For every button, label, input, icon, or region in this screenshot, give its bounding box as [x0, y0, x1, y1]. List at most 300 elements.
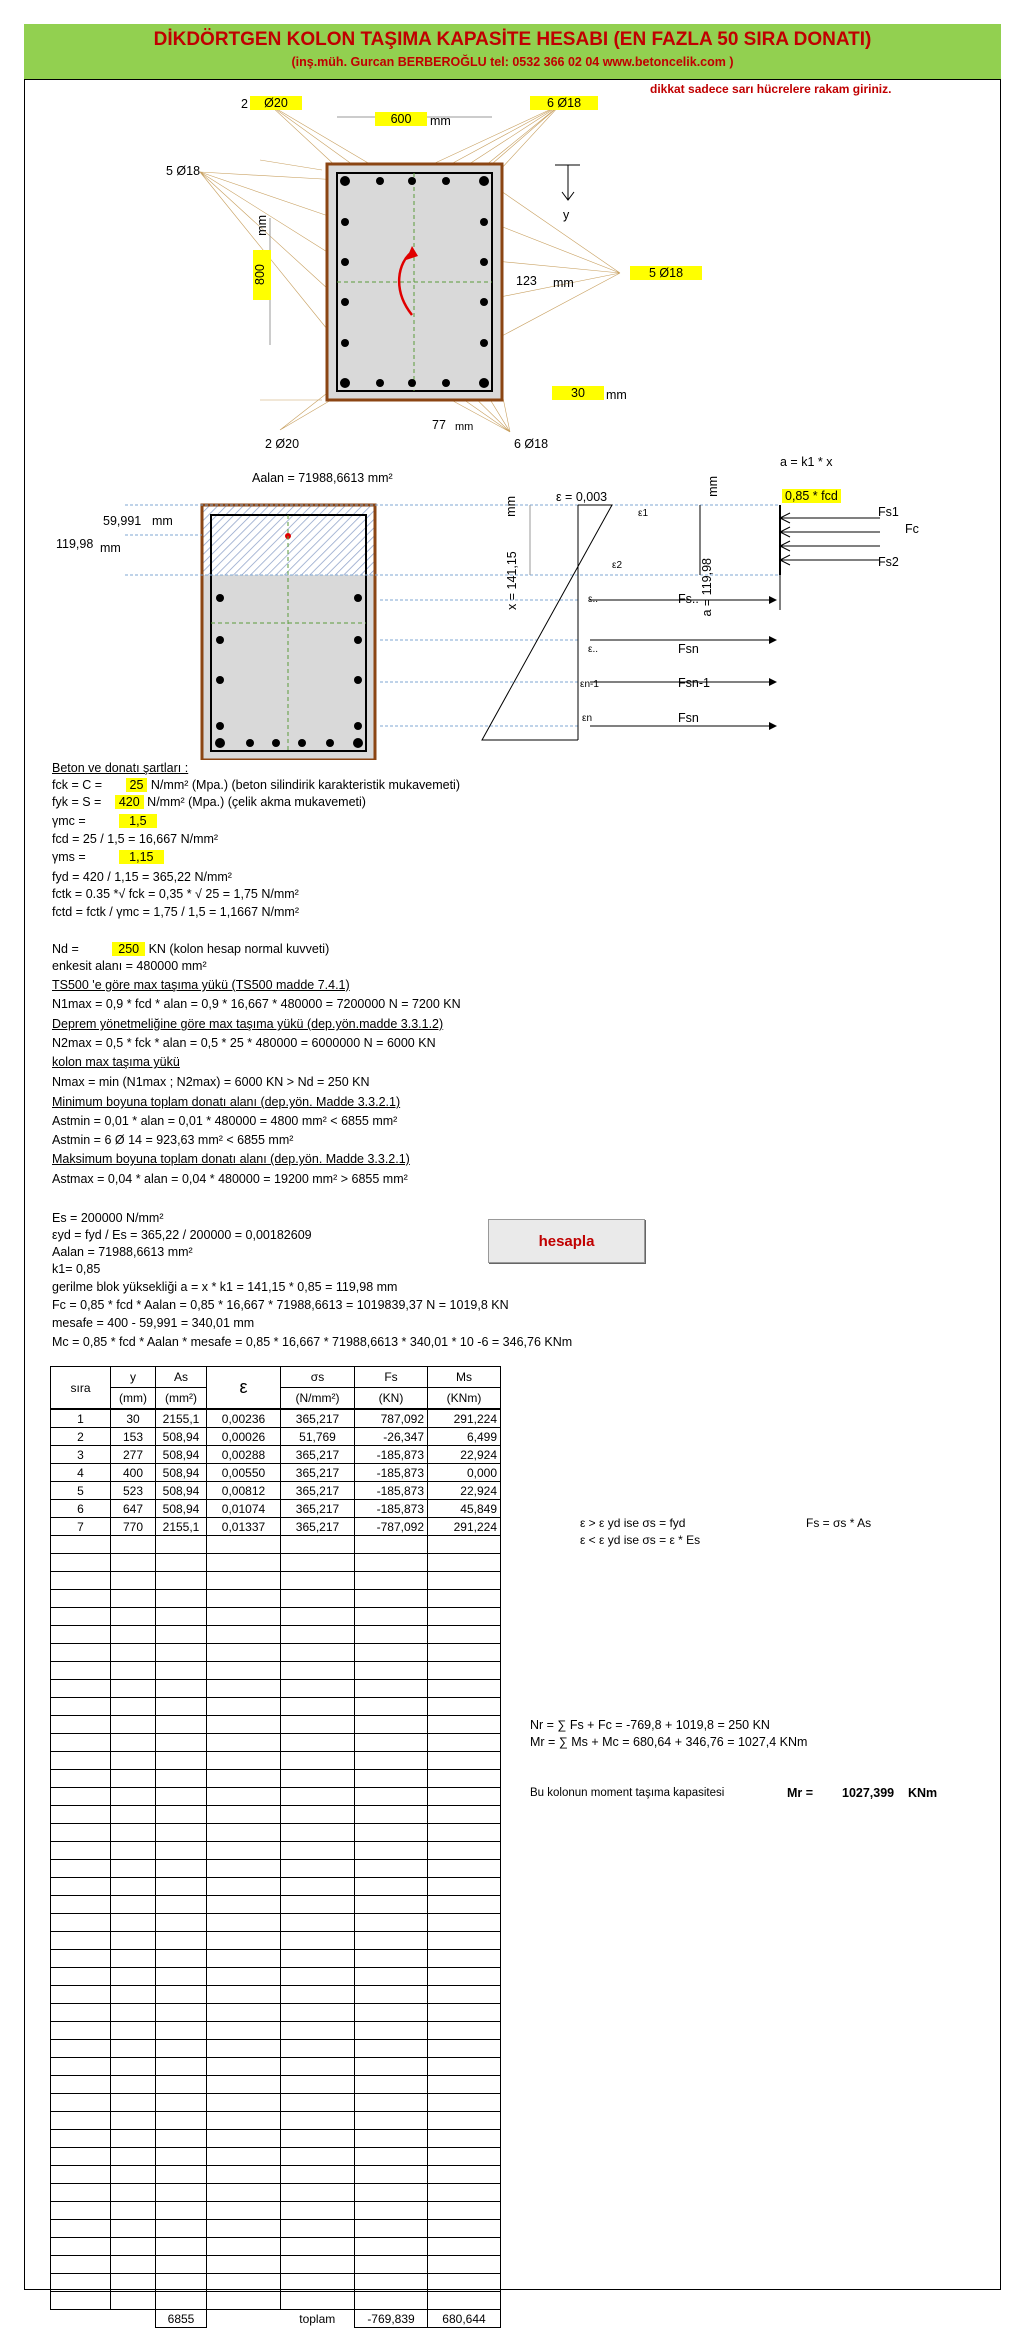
table-cell [156, 2166, 207, 2184]
nmax-row: Nmax = min (N1max ; N2max) = 6000 KN > Nd = 250 KN [52, 1075, 370, 1089]
total-cell [51, 2310, 111, 2328]
unit-sigma: (N/mm²) [281, 1388, 355, 1410]
table-cell: 2 [51, 1428, 111, 1446]
table-cell [111, 1716, 156, 1734]
table-cell [51, 1752, 111, 1770]
a-eq: a = k1 * x [780, 455, 833, 469]
table-cell [355, 1932, 428, 1950]
table-cell [207, 1734, 281, 1752]
table-cell [111, 1968, 156, 1986]
table-cell [156, 1842, 207, 1860]
table-cell [156, 1914, 207, 1932]
table-cell [428, 2040, 501, 2058]
table-cell [281, 1788, 355, 1806]
right-side-bar-input[interactable]: 5 Ø18 [630, 266, 702, 280]
fsn-label: Fsn [678, 642, 699, 656]
table-cell [111, 2076, 156, 2094]
height-unit: mm [255, 215, 269, 236]
table-cell [355, 1572, 428, 1590]
table-cell [428, 2274, 501, 2292]
table-cell [111, 2184, 156, 2202]
table-cell [281, 1698, 355, 1716]
table-cell [207, 2004, 281, 2022]
page-title: DİKDÖRTGEN KOLON TAŞIMA KAPASİTE HESABI (EN FAZLA 50 SIRA DONATI) [153, 29, 872, 50]
table-cell [281, 1716, 355, 1734]
table-cell [428, 2256, 501, 2274]
table-cell [281, 1734, 355, 1752]
table-row-empty [51, 1644, 501, 1662]
table-cell [355, 2148, 428, 2166]
table-cell [111, 1590, 156, 1608]
table-cell [207, 1806, 281, 1824]
mc-row: Mc = 0,85 * fcd * Aalan * mesafe = 0,85 * 16,667 * 71988,6613 * 340,01 * 10 -6 = 346,76 KNm [52, 1335, 573, 1349]
table-cell [156, 2238, 207, 2256]
table-cell [355, 2184, 428, 2202]
nd-input[interactable]: 250 [112, 942, 145, 956]
table-row [51, 1409, 501, 1428]
table-cell [111, 1950, 156, 1968]
table-cell [428, 1590, 501, 1608]
fyk-row: fyk = S = 420 N/mm² (Mpa.) (çelik akma mukavemeti) [52, 795, 366, 809]
table-cell [281, 2238, 355, 2256]
table-cell [355, 2004, 428, 2022]
table-cell [51, 1680, 111, 1698]
table-cell [156, 1554, 207, 1572]
fsn1-label: Fsn-1 [678, 676, 710, 690]
table-cell [156, 1734, 207, 1752]
table-row-empty [51, 2004, 501, 2022]
x-unit: mm [504, 496, 518, 517]
table-cell [156, 1824, 207, 1842]
table-cell: 508,94 [156, 1428, 207, 1446]
a-label: a = 119,98 [700, 558, 714, 617]
fcd-row: fcd = 25 / 1,5 = 16,667 N/mm² [52, 832, 219, 846]
table-cell [281, 2148, 355, 2166]
table-row-empty [51, 1590, 501, 1608]
table-cell [51, 2202, 111, 2220]
table-cell [156, 1698, 207, 1716]
table-total-row [51, 2310, 501, 2328]
table-cell [355, 2220, 428, 2238]
table-cell [51, 1608, 111, 1626]
left-side-bar: 5 Ø18 [166, 164, 201, 178]
table-cell [51, 1986, 111, 2004]
table-cell: 291,224 [428, 1409, 501, 1428]
table-cell [111, 2112, 156, 2130]
width-input[interactable]: 600 [375, 112, 427, 126]
col-fs: Fs [355, 1367, 428, 1388]
table-cell [111, 1734, 156, 1752]
table-row [51, 1500, 501, 1518]
col-eps: ε [207, 1367, 281, 1410]
table-cell [111, 1842, 156, 1860]
table-cell: 0,00812 [207, 1482, 281, 1500]
n2max-row: N2max = 0,5 * fck * alan = 0,5 * 25 * 480000 = 6000000 N = 6000 KN [52, 1036, 436, 1050]
table-row-empty [51, 1824, 501, 1842]
table-cell: 45,849 [428, 1500, 501, 1518]
table-cell: 0,01074 [207, 1500, 281, 1518]
table-cell [355, 2058, 428, 2076]
table-cell [281, 2004, 355, 2022]
fcd-label: 0,85 * fcd [782, 489, 841, 503]
table-cell [281, 2058, 355, 2076]
table-cell: 0,00236 [207, 1409, 281, 1428]
table-cell [111, 2292, 156, 2310]
table-cell: 647 [111, 1500, 156, 1518]
table-cell: 0,01337 [207, 1518, 281, 1536]
enkesit-row: enkesit alanı = 480000 mm² [52, 959, 207, 973]
table-cell [355, 1752, 428, 1770]
table-cell [51, 2148, 111, 2166]
table-cell [428, 1608, 501, 1626]
table-cell [281, 2130, 355, 2148]
fc-label: Fc [905, 522, 919, 536]
table-cell: 0,00550 [207, 1464, 281, 1482]
table-cell [156, 2202, 207, 2220]
table-cell: 2155,1 [156, 1518, 207, 1536]
table-cell [207, 1878, 281, 1896]
table-row [51, 1446, 501, 1464]
capacity-unit: KNm [908, 1786, 938, 1800]
table-cell [156, 1950, 207, 1968]
table-cell [207, 1590, 281, 1608]
table-cell: 365,217 [281, 1446, 355, 1464]
table-cell [281, 2292, 355, 2310]
x-depth-label: x = 141,15 [505, 551, 519, 610]
table-cell [51, 1536, 111, 1554]
table-row-empty [51, 1878, 501, 1896]
table-cell [355, 1770, 428, 1788]
table-cell [281, 2256, 355, 2274]
table-cell [428, 1752, 501, 1770]
table-cell [207, 1662, 281, 1680]
table-cell [111, 2058, 156, 2076]
table-cell [355, 1878, 428, 1896]
table-cell [355, 1824, 428, 1842]
table-cell [207, 2184, 281, 2202]
table-cell [428, 1824, 501, 1842]
table-cell [355, 1554, 428, 1572]
table-cell: 277 [111, 1446, 156, 1464]
table-cell [111, 1806, 156, 1824]
table-cell [207, 2274, 281, 2292]
table-cell [355, 1644, 428, 1662]
top-right-bar-input[interactable]: 6 Ø18 [530, 96, 598, 110]
fctd-row: fctd = fctk / γmc = 1,75 / 1,5 = 1,1667 N/mm² [52, 905, 299, 919]
nmax-heading: kolon max taşıma yükü [52, 1055, 180, 1069]
fs1-label: Fs1 [878, 505, 899, 519]
table-cell: 523 [111, 1482, 156, 1500]
table-cell [428, 2202, 501, 2220]
table-cell: 2155,1 [156, 1409, 207, 1428]
table-cell [207, 1896, 281, 1914]
table-cell [156, 1716, 207, 1734]
table-cell: -26,347 [355, 1428, 428, 1446]
table-cell [207, 1950, 281, 1968]
table-row-empty [51, 1932, 501, 1950]
hesapla-button[interactable]: hesapla [488, 1219, 645, 1263]
fck-input[interactable]: 25 [126, 778, 148, 792]
table-cell [428, 1860, 501, 1878]
table-cell [207, 1986, 281, 2004]
table-cell [355, 1590, 428, 1608]
table-cell [51, 1860, 111, 1878]
materials-heading: Beton ve donatı şartları : [52, 761, 189, 775]
table-cell [355, 1896, 428, 1914]
table-cell [111, 2238, 156, 2256]
table-row-empty [51, 2130, 501, 2148]
table-cell [111, 1554, 156, 1572]
table-cell [156, 1590, 207, 1608]
table-cell [156, 2004, 207, 2022]
table-cell [355, 1734, 428, 1752]
table-cell [281, 1554, 355, 1572]
dim-11998: 119,98 [56, 537, 94, 551]
table-cell [355, 1842, 428, 1860]
table-row-empty [51, 1608, 501, 1626]
table-cell: -185,873 [355, 1446, 428, 1464]
table-cell [51, 2130, 111, 2148]
table-cell: 1 [51, 1409, 111, 1428]
table-cell [428, 2094, 501, 2112]
table-row-empty [51, 2148, 501, 2166]
gms-input[interactable]: 1,15 [119, 850, 163, 864]
table-cell [355, 1950, 428, 1968]
table-row-empty [51, 2274, 501, 2292]
table-row-empty [51, 2184, 501, 2202]
table-cell [156, 2184, 207, 2202]
col-sira: sıra [51, 1367, 111, 1410]
table-cell: 365,217 [281, 1518, 355, 1536]
table-cell: 508,94 [156, 1446, 207, 1464]
astmin-row: Astmin = 0,01 * alan = 0,01 * 480000 = 4800 mm² < 6855 mm² [52, 1114, 398, 1128]
table-cell [51, 1878, 111, 1896]
table-row [51, 1428, 501, 1446]
table-cell [156, 2076, 207, 2094]
table-cell [428, 2238, 501, 2256]
table-cell [355, 1680, 428, 1698]
table-cell [111, 1572, 156, 1590]
top-left-bar-input[interactable]: Ø20 [250, 96, 302, 110]
aalan-label: Aalan = 71988,6613 mm² [252, 471, 393, 485]
table-row-empty [51, 1554, 501, 1572]
table-cell [207, 2094, 281, 2112]
table-cell: 0,00026 [207, 1428, 281, 1446]
gmc-input[interactable]: 1,5 [119, 814, 156, 828]
table-cell [355, 1986, 428, 2004]
n1max-row: N1max = 0,9 * fcd * alan = 0,9 * 16,667 * 480000 = 7200000 N = 7200 KN [52, 997, 461, 1011]
table-row-empty [51, 2202, 501, 2220]
table-cell [111, 2202, 156, 2220]
bottom-spacing-unit: mm [455, 421, 474, 433]
astmax-row: Astmax = 0,04 * alan = 0,04 * 480000 = 19200 mm² > 6855 mm² [52, 1172, 408, 1186]
bottom-right-bar: 6 Ø18 [514, 437, 549, 451]
fc-row: Fc = 0,85 * fcd * Aalan = 0,85 * 16,667 * 71988,6613 = 1019839,37 N = 1019,8 KN [52, 1298, 509, 1312]
table-cell [428, 1896, 501, 1914]
table-cell: 365,217 [281, 1482, 355, 1500]
table-row [51, 1482, 501, 1500]
aalan-row: Aalan = 71988,6613 mm² [52, 1245, 193, 1259]
table-row-empty [51, 1734, 501, 1752]
table-cell [355, 2040, 428, 2058]
table-cell: -185,873 [355, 1464, 428, 1482]
table-cell [156, 1878, 207, 1896]
fck-row: fck = C = 25 N/mm² (Mpa.) (beton silindirik karakteristik mukavemeti) [52, 778, 460, 792]
table-cell [207, 1680, 281, 1698]
table-cell: 365,217 [281, 1464, 355, 1482]
table-cell: 0,000 [428, 1464, 501, 1482]
table-cell [428, 1626, 501, 1644]
table-cell [51, 1896, 111, 1914]
table-row-empty [51, 2076, 501, 2094]
es-row: Es = 200000 N/mm² [52, 1211, 164, 1225]
table-cell [111, 2148, 156, 2166]
table-cell: 22,924 [428, 1446, 501, 1464]
eps-s: ε.. [588, 594, 599, 605]
table-cell [428, 1950, 501, 1968]
table-cell: 3 [51, 1446, 111, 1464]
table-cell [355, 1716, 428, 1734]
table-cell [428, 1680, 501, 1698]
total-cell: 680,644 [428, 2310, 501, 2328]
dim2-unit: mm [100, 541, 121, 555]
table-cell: 22,924 [428, 1482, 501, 1500]
cover-input[interactable]: 30 [552, 386, 604, 400]
table-cell [281, 1860, 355, 1878]
table-row-empty [51, 1698, 501, 1716]
bottom-left-bar: 2 Ø20 [265, 437, 300, 451]
astmin-heading: Minimum boyuna toplam donatı alanı (dep.yön. Madde 3.3.2.1) [52, 1095, 401, 1109]
nr-row: Nr = ∑ Fs + Fc = -769,8 + 1019,8 = 250 KN [530, 1718, 770, 1732]
table-cell [428, 2076, 501, 2094]
table-cell [355, 1806, 428, 1824]
table-cell [281, 2112, 355, 2130]
table-cell [207, 2058, 281, 2076]
table-cell: 770 [111, 1518, 156, 1536]
table-cell [111, 2040, 156, 2058]
table-cell [355, 2112, 428, 2130]
table-cell: 5 [51, 1482, 111, 1500]
table-row-empty [51, 2238, 501, 2256]
rule-fs: Fs = σs * As [806, 1516, 872, 1530]
table-cell [51, 1590, 111, 1608]
table-cell [428, 2220, 501, 2238]
table-cell [281, 1572, 355, 1590]
total-cell [207, 2310, 281, 2328]
table-cell: 508,94 [156, 1500, 207, 1518]
table-cell [281, 2076, 355, 2094]
col-sigma: σs [281, 1367, 355, 1388]
fyk-input[interactable]: 420 [115, 795, 144, 809]
table-cell [207, 1788, 281, 1806]
eps1: ε1 [638, 508, 649, 519]
warning-text: dikkat sadece sarı hücrelere rakam giriniz. [650, 82, 892, 96]
table-cell [51, 1806, 111, 1824]
table-cell: 787,092 [355, 1409, 428, 1428]
table-cell [207, 2022, 281, 2040]
table-cell [428, 2130, 501, 2148]
total-cell [111, 2310, 156, 2328]
fs-dots-label: Fs.. [678, 592, 699, 606]
table-cell [111, 2220, 156, 2238]
gms-row: γms = 1,15 [52, 850, 164, 864]
table-cell [51, 1770, 111, 1788]
table-cell [51, 1914, 111, 1932]
table-cell [355, 2274, 428, 2292]
table-row-empty [51, 1536, 501, 1554]
table-cell [111, 2094, 156, 2112]
table-cell [428, 1986, 501, 2004]
table-cell [428, 2004, 501, 2022]
table-cell [156, 2220, 207, 2238]
table-cell [428, 1770, 501, 1788]
fs2-label: Fs2 [878, 555, 899, 569]
table-cell [156, 1770, 207, 1788]
height-input[interactable]: 800 [253, 250, 271, 300]
table-cell [207, 1536, 281, 1554]
table-cell [207, 1752, 281, 1770]
table-cell [207, 2166, 281, 2184]
width-unit: mm [430, 114, 451, 128]
table-cell [281, 1842, 355, 1860]
table-row-empty [51, 1968, 501, 1986]
table-cell [281, 1608, 355, 1626]
table-cell [111, 1932, 156, 1950]
fctk-row: fctk = 0.35 *√ fck = 0,35 * √ 25 = 1,75 N/mm² [52, 887, 299, 901]
bottom-spacing: 77 [432, 418, 446, 432]
table-cell [156, 2112, 207, 2130]
table-cell [111, 2004, 156, 2022]
table-row-empty [51, 1860, 501, 1878]
table-cell [51, 2220, 111, 2238]
table-cell [207, 1716, 281, 1734]
table-cell: 508,94 [156, 1464, 207, 1482]
table-cell [156, 1608, 207, 1626]
table-cell [207, 1626, 281, 1644]
nd-row: Nd = 250 KN (kolon hesap normal kuvveti) [52, 942, 330, 956]
dim-59991: 59,991 [103, 514, 142, 528]
table-cell [51, 1968, 111, 1986]
table-row-empty [51, 2220, 501, 2238]
table-cell [207, 1698, 281, 1716]
eps-s2: ε.. [588, 644, 599, 655]
table-cell [51, 1842, 111, 1860]
table-cell [281, 2220, 355, 2238]
table-cell [428, 1662, 501, 1680]
table-cell [281, 1950, 355, 1968]
unit-fs: (KN) [355, 1388, 428, 1410]
table-cell [355, 2292, 428, 2310]
table-cell [111, 1680, 156, 1698]
table-cell [281, 1896, 355, 1914]
table-cell [51, 2292, 111, 2310]
page-subtitle: (inş.müh. Gurcan BERBEROĞLU tel: 0532 366 02 04 www.betoncelik.com ) [291, 55, 734, 69]
table-cell [111, 1860, 156, 1878]
table-cell: -787,092 [355, 1518, 428, 1536]
top-left-count: 2 [241, 97, 248, 111]
table-cell [207, 1860, 281, 1878]
table-row-empty [51, 1986, 501, 2004]
table-cell [428, 2292, 501, 2310]
table-cell [281, 1824, 355, 1842]
table-cell [111, 1986, 156, 2004]
table-cell [355, 1968, 428, 1986]
table-cell [428, 1806, 501, 1824]
table-cell [355, 1662, 428, 1680]
table-row-empty [51, 1716, 501, 1734]
table-cell [51, 2112, 111, 2130]
table-row-empty [51, 1788, 501, 1806]
